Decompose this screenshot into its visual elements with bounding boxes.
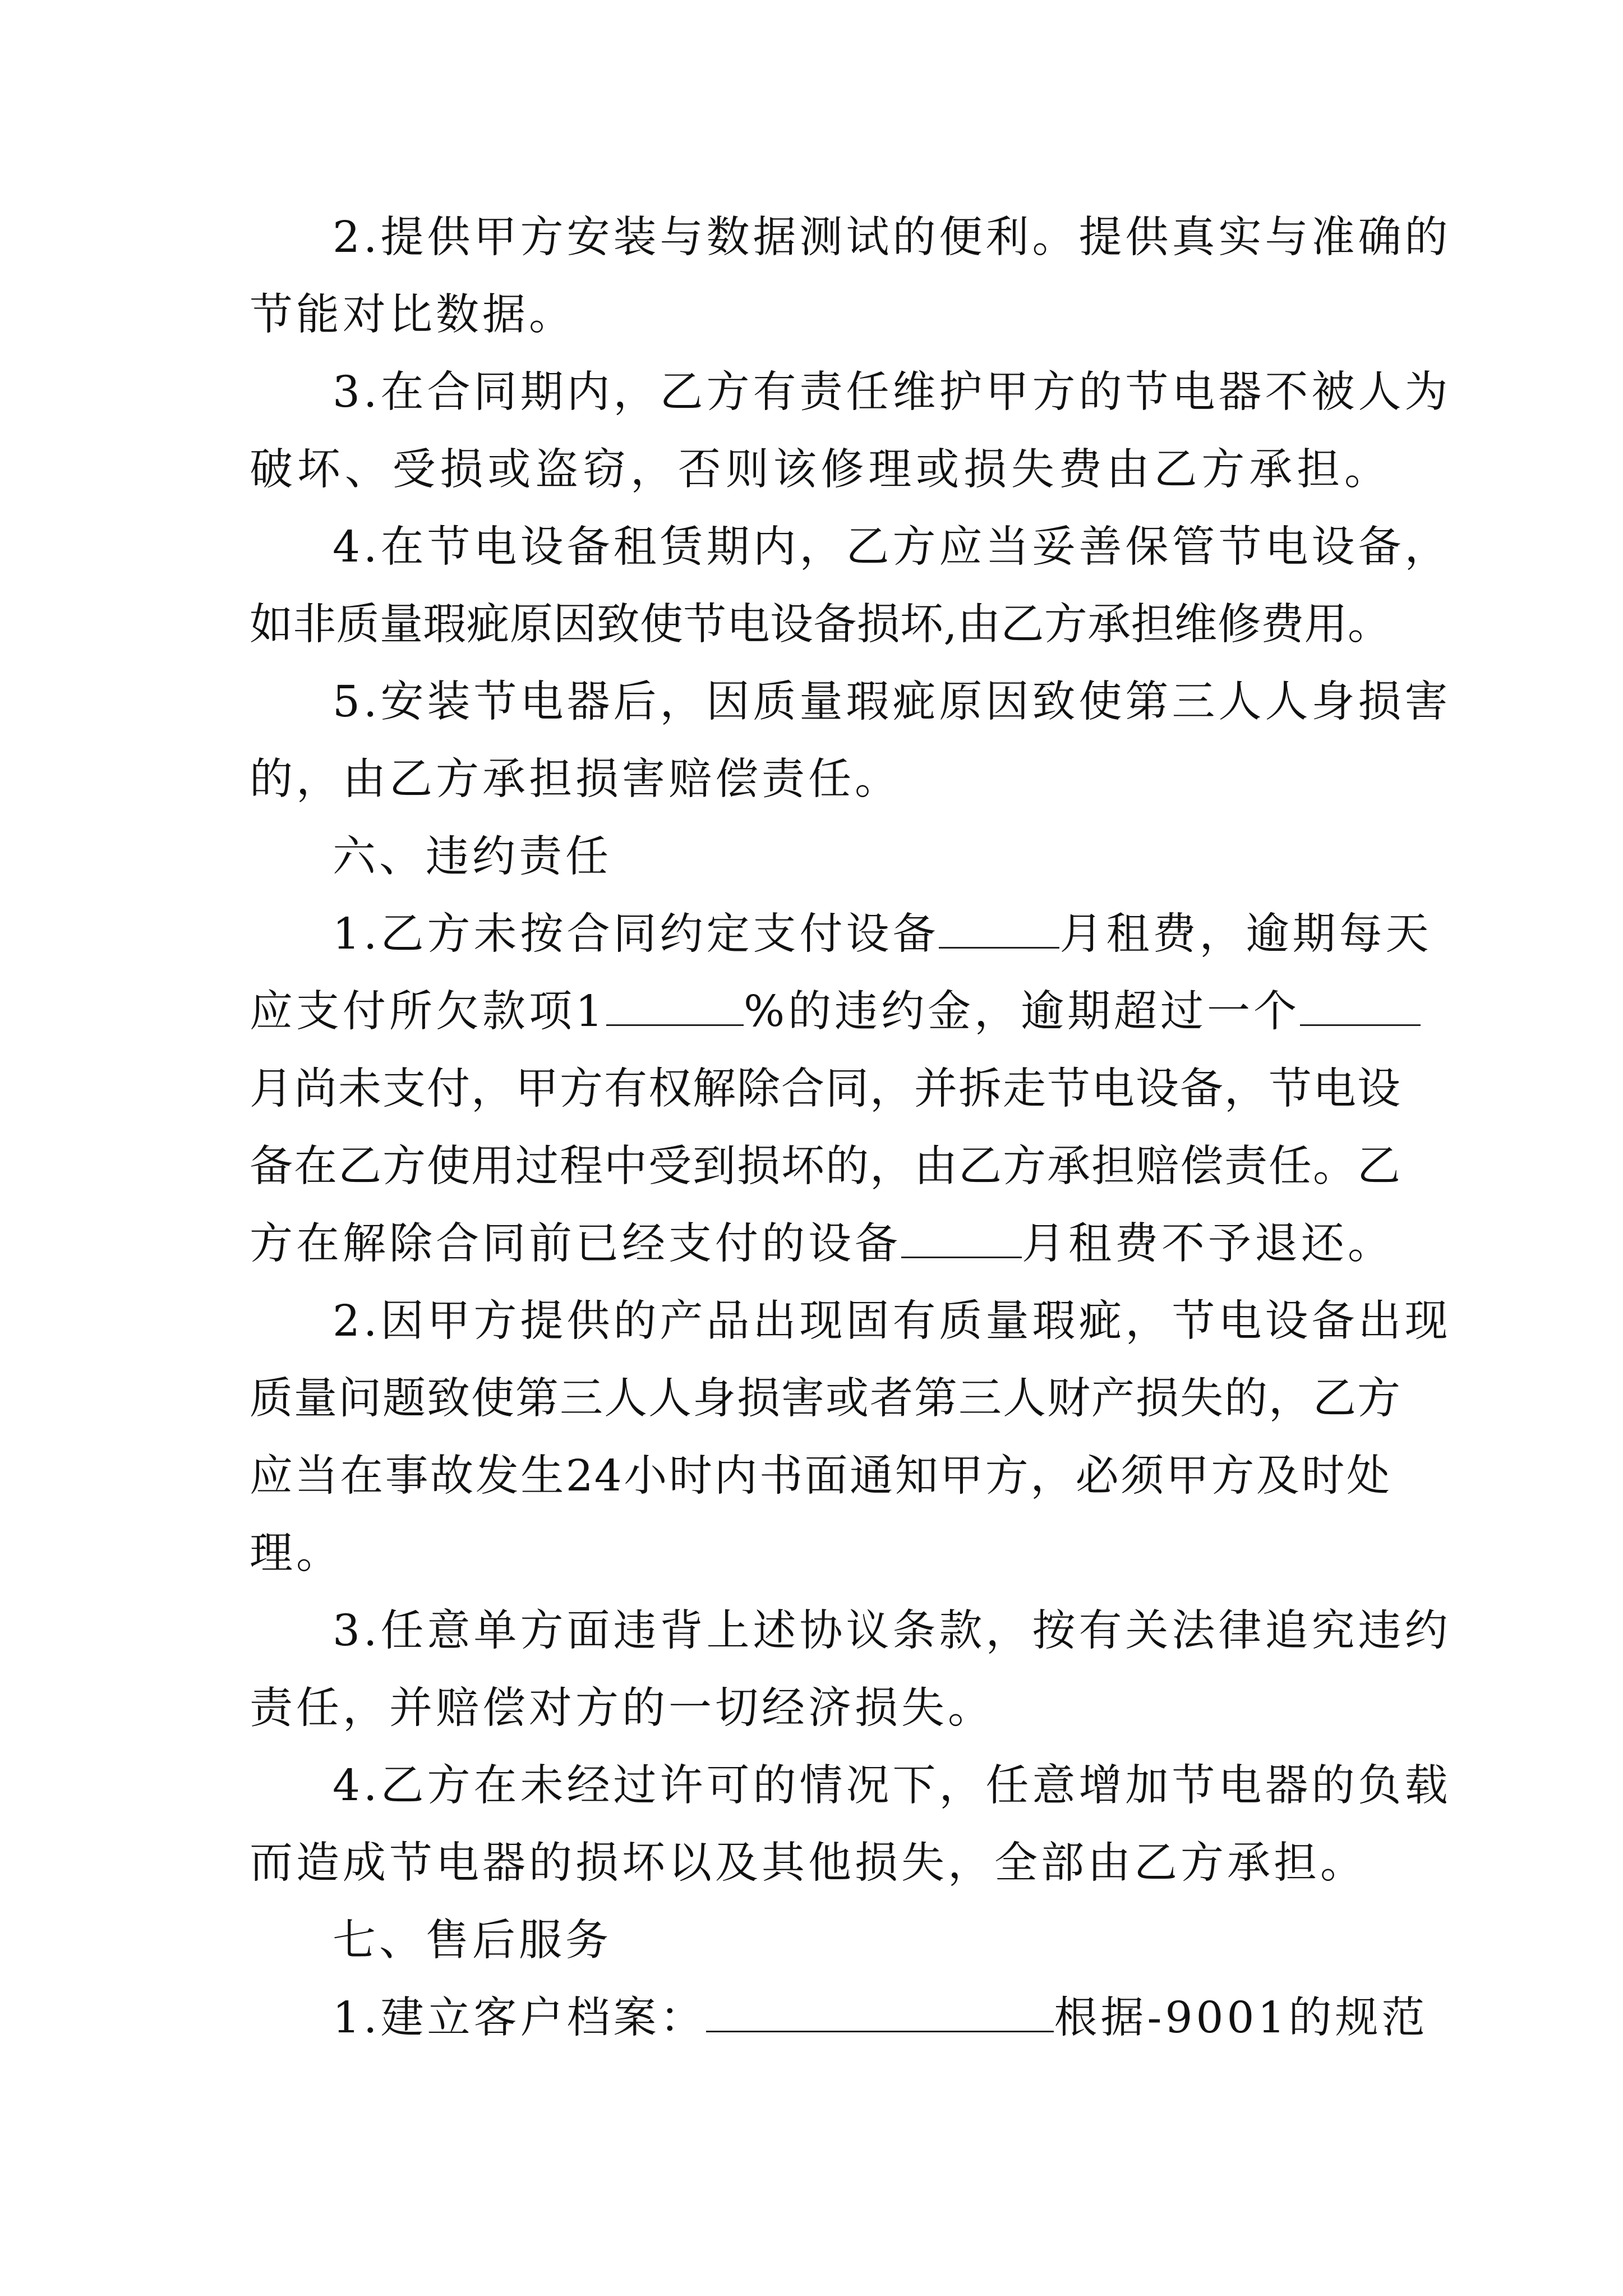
fill-in-blank	[939, 913, 1059, 949]
section-heading: 六、违约责任	[333, 832, 612, 882]
text-line: 4.乙方在未经过许可的情况下，任意增加节电器的负载	[333, 1761, 1451, 1811]
text-fragment: 1.建立客户档案：	[333, 1993, 707, 2043]
text-line	[250, 1980, 1428, 2057]
fill-in-blank	[606, 991, 744, 1026]
text-fragment: 根据-9001的规范	[1054, 1993, 1428, 2043]
text-line	[250, 1205, 1394, 1283]
text-line: 的，由乙方承担损害赔偿责任。	[250, 754, 901, 804]
text-line: 2.因甲方提供的产品出现固有质量瑕疵，节电设备出现	[333, 1296, 1451, 1346]
text-line	[250, 896, 1432, 973]
text-line: 月尚未支付，甲方有权解除合同，并拆走节电设备，节电设	[250, 1064, 1401, 1114]
text-line: 如非质量瑕疵原因致使节电设备损坏,由乙方承担维修费用。	[250, 600, 1391, 650]
text-line	[250, 973, 1391, 1051]
text-line: 备在乙方使用过程中受到损坏的，由乙方承担赔偿责任。乙	[250, 1142, 1401, 1191]
text-line: 质量问题致使第三人人身损害或者第三人财产损失的，乙方	[250, 1374, 1401, 1424]
text-fragment: 应支付所欠款项1	[250, 987, 606, 1037]
text-line: 4.在节电设备租赁期内，乙方应当妥善保管节电设备，	[333, 522, 1451, 572]
fill-in-blank	[1300, 991, 1421, 1026]
text-line: 3.任意单方面违背上述协议条款，按有关法律追究违约	[333, 1606, 1451, 1656]
fill-in-blank	[901, 1223, 1022, 1258]
text-line: 理。	[250, 1529, 343, 1579]
text-line: 而造成节电器的损坏以及其他损失，全部由乙方承担。	[250, 1838, 1367, 1888]
text-fragment: 月租费不予退还。	[1022, 1219, 1394, 1269]
text-line: 破坏、受损或盗窃，否则该修理或损失费由乙方承担。	[250, 445, 1391, 495]
document-page	[250, 199, 1451, 2057]
text-fragment: 方在解除合同前已经支付的设备	[250, 1219, 901, 1269]
text-line: 责任，并赔偿对方的一切经济损失。	[250, 1683, 994, 1733]
text-line: 3.在合同期内，乙方有责任维护甲方的节电器不被人为	[333, 367, 1451, 417]
fill-in-blank	[706, 1997, 1054, 2032]
text-fragment: 月租费，逾期每天	[1059, 909, 1432, 959]
text-line: 2.提供甲方安装与数据测试的便利。提供真实与准确的	[333, 213, 1451, 263]
text-line: 应当在事故发生24小时内书面通知甲方，必须甲方及时处	[250, 1451, 1391, 1501]
text-fragment: %的违约金，逾期超过一个	[744, 987, 1301, 1037]
text-line: 节能对比数据。	[250, 290, 575, 340]
text-line: 5.安装节电器后，因质量瑕疵原因致使第三人人身损害	[333, 677, 1451, 727]
section-heading: 七、售后服务	[333, 1916, 612, 1966]
text-fragment: 1.乙方未按合同约定支付设备	[333, 909, 939, 959]
